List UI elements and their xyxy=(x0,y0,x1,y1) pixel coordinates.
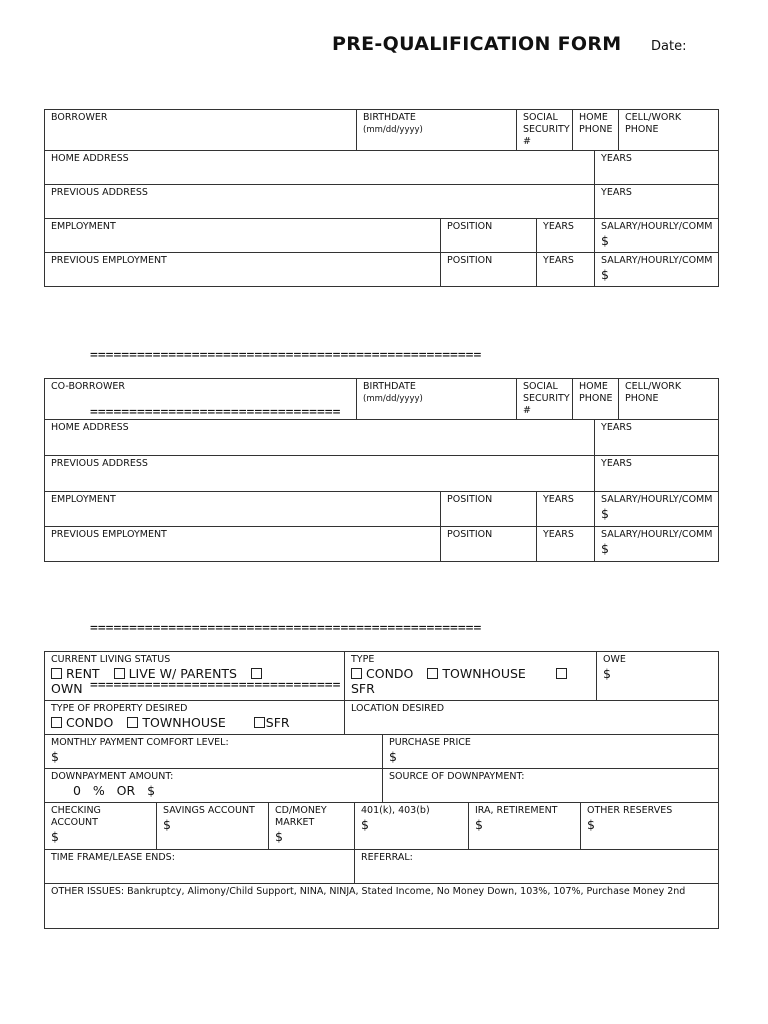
time-frame-label: TIME FRAME/LEASE ENDS: xyxy=(51,852,175,863)
dollar-sign: $ xyxy=(361,817,369,832)
townhouse-checkbox[interactable] xyxy=(427,668,438,679)
downpayment-value: 0 xyxy=(73,783,81,798)
dollar-sign: $ xyxy=(601,267,609,282)
type-label: TYPE xyxy=(351,654,375,665)
rent-label: RENT xyxy=(66,666,100,681)
property-table xyxy=(44,651,719,929)
previous-address-field[interactable] xyxy=(45,185,595,219)
coborrower-label: CO-BORROWER xyxy=(51,381,125,392)
type-field xyxy=(345,652,597,701)
cd-money-label: CD/MONEY xyxy=(275,805,327,816)
condo-label: CONDO xyxy=(66,715,114,730)
monthly-payment-field[interactable] xyxy=(45,735,383,769)
home-address-field[interactable] xyxy=(45,420,595,456)
dollar-sign: $ xyxy=(601,233,609,248)
purchase-price-field[interactable] xyxy=(383,735,719,769)
birthdate-format: (mm/dd/yyyy) xyxy=(363,394,423,404)
social-security-field[interactable] xyxy=(517,110,573,151)
borrower-table xyxy=(44,109,719,287)
checking-account-field[interactable] xyxy=(45,803,157,850)
live-w-parents-checkbox[interactable] xyxy=(114,668,125,679)
previous-employment-years-field[interactable] xyxy=(537,527,595,562)
downpayment-amount-field[interactable] xyxy=(45,769,383,803)
employment-label: EMPLOYMENT xyxy=(51,494,116,505)
position-label: POSITION xyxy=(447,494,493,505)
percent-or-dollar: % OR $ xyxy=(92,783,156,798)
checking-label: CHECKING xyxy=(51,805,101,816)
downpayment-amount-label: DOWNPAYMENT AMOUNT: xyxy=(51,771,174,782)
condo-desired-checkbox[interactable] xyxy=(51,717,62,728)
ira-label: IRA, RETIREMENT xyxy=(475,805,558,816)
birthdate-label: BIRTHDATE xyxy=(363,112,416,123)
salary-label: SALARY/HOURLY/COMM xyxy=(601,494,713,505)
referral-field[interactable] xyxy=(355,850,719,884)
home-phone-label: HOME PHONE xyxy=(579,381,613,404)
home-address-field[interactable] xyxy=(45,151,595,185)
401k-label: 401(k), 403(b) xyxy=(361,805,430,816)
401k-field[interactable] xyxy=(355,803,469,850)
own-checkbox[interactable] xyxy=(251,668,262,679)
previous-address-label: PREVIOUS ADDRESS xyxy=(51,187,148,198)
employment-years-field[interactable] xyxy=(537,219,595,253)
coborrower-table xyxy=(44,378,719,562)
employment-field[interactable] xyxy=(45,492,441,527)
years-label: YEARS xyxy=(601,153,632,164)
monthly-payment-label: MONTHLY PAYMENT COMFORT LEVEL: xyxy=(51,737,229,748)
coborrower-field[interactable] xyxy=(45,379,357,420)
previous-employment-years-field[interactable] xyxy=(537,253,595,287)
social-security-field[interactable] xyxy=(517,379,573,420)
borrower-field[interactable] xyxy=(45,110,357,151)
years-label: YEARS xyxy=(601,458,632,469)
home-address-label: HOME ADDRESS xyxy=(51,422,129,433)
borrower-label: BORROWER xyxy=(51,112,108,123)
other-issues-label: OTHER ISSUES: Bankruptcy, Alimony/Child Support, NINA, NINJA, Stated Income, No Money Down, 103%, 107%, Purchase Money 2nd xyxy=(51,886,686,897)
referral-label: REFERRAL: xyxy=(361,852,413,863)
own-label: OWN xyxy=(51,681,83,696)
home-address-years-field[interactable] xyxy=(595,151,719,185)
years-label: YEARS xyxy=(543,221,574,232)
condo-label: CONDO xyxy=(366,666,414,681)
social-label: SOCIAL xyxy=(523,381,558,392)
position-label: POSITION xyxy=(447,221,493,232)
townhouse-desired-checkbox[interactable] xyxy=(127,717,138,728)
previous-position-field[interactable] xyxy=(441,527,537,562)
other-reserves-label: OTHER RESERVES xyxy=(587,805,673,816)
townhouse-label: TOWNHOUSE xyxy=(142,715,226,730)
condo-checkbox[interactable] xyxy=(351,668,362,679)
rent-checkbox[interactable] xyxy=(51,668,62,679)
savings-account-field[interactable] xyxy=(157,803,269,850)
townhouse-label: TOWNHOUSE xyxy=(442,666,526,681)
employment-years-field[interactable] xyxy=(537,492,595,527)
previous-address-label: PREVIOUS ADDRESS xyxy=(51,458,148,469)
previous-salary-field[interactable] xyxy=(595,253,719,287)
form-title: PRE-QUALIFICATION FORM xyxy=(332,33,622,55)
cell-work-phone-field[interactable] xyxy=(619,110,719,151)
years-label: YEARS xyxy=(601,187,632,198)
separator-line: ================================================== xyxy=(90,348,482,363)
years-label: YEARS xyxy=(543,255,574,266)
type-desired-field xyxy=(45,701,345,735)
home-phone-field[interactable] xyxy=(573,110,619,151)
dollar-sign: $ xyxy=(601,541,609,556)
years-label: YEARS xyxy=(543,529,574,540)
phone-label: PHONE xyxy=(625,393,659,404)
separator-line: ================================ xyxy=(90,405,341,420)
type-desired-label: TYPE OF PROPERTY DESIRED xyxy=(51,703,188,714)
salary-field[interactable] xyxy=(595,219,719,253)
sfr-desired-checkbox[interactable] xyxy=(254,717,265,728)
market-label: MARKET xyxy=(275,817,315,828)
birthdate-field[interactable] xyxy=(357,110,517,151)
years-label: YEARS xyxy=(543,494,574,505)
previous-salary-field[interactable] xyxy=(595,527,719,562)
separator-line: ================================================== xyxy=(90,621,482,636)
salary-label: SALARY/HOURLY/COMM xyxy=(601,221,713,232)
purchase-price-label: PURCHASE PRICE xyxy=(389,737,471,748)
dollar-sign: $ xyxy=(51,749,59,764)
source-downpayment-label: SOURCE OF DOWNPAYMENT: xyxy=(389,771,525,782)
employment-field[interactable] xyxy=(45,219,441,253)
dollar-sign: $ xyxy=(275,829,283,844)
dollar-sign: $ xyxy=(587,817,595,832)
previous-employment-field[interactable] xyxy=(45,527,441,562)
dollar-sign: $ xyxy=(389,749,397,764)
birthdate-format: (mm/dd/yyyy) xyxy=(363,125,423,135)
previous-employment-label: PREVIOUS EMPLOYMENT xyxy=(51,529,167,540)
home-phone-field[interactable] xyxy=(573,379,619,420)
cell-work-label: CELL/WORK xyxy=(625,381,682,392)
cell-work-phone-field[interactable] xyxy=(619,379,719,420)
position-field[interactable] xyxy=(441,219,537,253)
current-living-status-label: CURRENT LIVING STATUS xyxy=(51,654,171,665)
dollar-sign: $ xyxy=(51,829,59,844)
dollar-sign: $ xyxy=(601,506,609,521)
source-downpayment-field[interactable] xyxy=(383,769,719,803)
salary-field[interactable] xyxy=(595,492,719,527)
time-frame-field[interactable] xyxy=(45,850,355,884)
sfr-checkbox[interactable] xyxy=(556,668,567,679)
phone-label: PHONE xyxy=(625,124,659,135)
cd-money-market-field[interactable] xyxy=(269,803,355,850)
account-label: ACCOUNT xyxy=(51,817,98,828)
home-address-years-field[interactable] xyxy=(595,420,719,456)
owe-label: OWE xyxy=(603,654,626,665)
previous-position-field[interactable] xyxy=(441,253,537,287)
position-label: POSITION xyxy=(447,529,493,540)
security-label: SECURITY # xyxy=(523,393,570,416)
dollar-sign: $ xyxy=(603,666,611,681)
cell-work-label: CELL/WORK xyxy=(625,112,682,123)
home-phone-label: HOME PHONE xyxy=(579,112,613,135)
live-w-parents-label: LIVE W/ PARENTS xyxy=(128,666,237,681)
home-address-label: HOME ADDRESS xyxy=(51,153,129,164)
position-label: POSITION xyxy=(447,255,493,266)
previous-employment-field[interactable] xyxy=(45,253,441,287)
birthdate-field[interactable] xyxy=(357,379,517,420)
location-desired-field[interactable] xyxy=(345,701,719,735)
dollar-sign: $ xyxy=(475,817,483,832)
previous-employment-label: PREVIOUS EMPLOYMENT xyxy=(51,255,167,266)
salary-label: SALARY/HOURLY/COMM xyxy=(601,255,713,266)
ira-field[interactable] xyxy=(469,803,581,850)
previous-address-field[interactable] xyxy=(45,456,595,492)
salary-label: SALARY/HOURLY/COMM xyxy=(601,529,713,540)
position-field[interactable] xyxy=(441,492,537,527)
previous-address-years-field[interactable] xyxy=(595,185,719,219)
date-label: Date: xyxy=(651,39,687,54)
employment-label: EMPLOYMENT xyxy=(51,221,116,232)
location-desired-label: LOCATION DESIRED xyxy=(351,703,445,714)
separator-line: ================================ xyxy=(90,678,341,693)
dollar-sign: $ xyxy=(163,817,171,832)
sfr-label: SFR xyxy=(265,715,290,730)
years-label: YEARS xyxy=(601,422,632,433)
other-issues-field[interactable] xyxy=(45,884,719,929)
owe-field[interactable] xyxy=(597,652,719,701)
savings-account-label: SAVINGS ACCOUNT xyxy=(163,805,255,816)
birthdate-label: BIRTHDATE xyxy=(363,381,416,392)
other-reserves-field[interactable] xyxy=(581,803,719,850)
social-label: SOCIAL xyxy=(523,112,558,123)
previous-address-years-field[interactable] xyxy=(595,456,719,492)
current-living-status-field xyxy=(45,652,345,701)
sfr-label: SFR xyxy=(351,681,375,696)
security-label: SECURITY # xyxy=(523,124,570,147)
